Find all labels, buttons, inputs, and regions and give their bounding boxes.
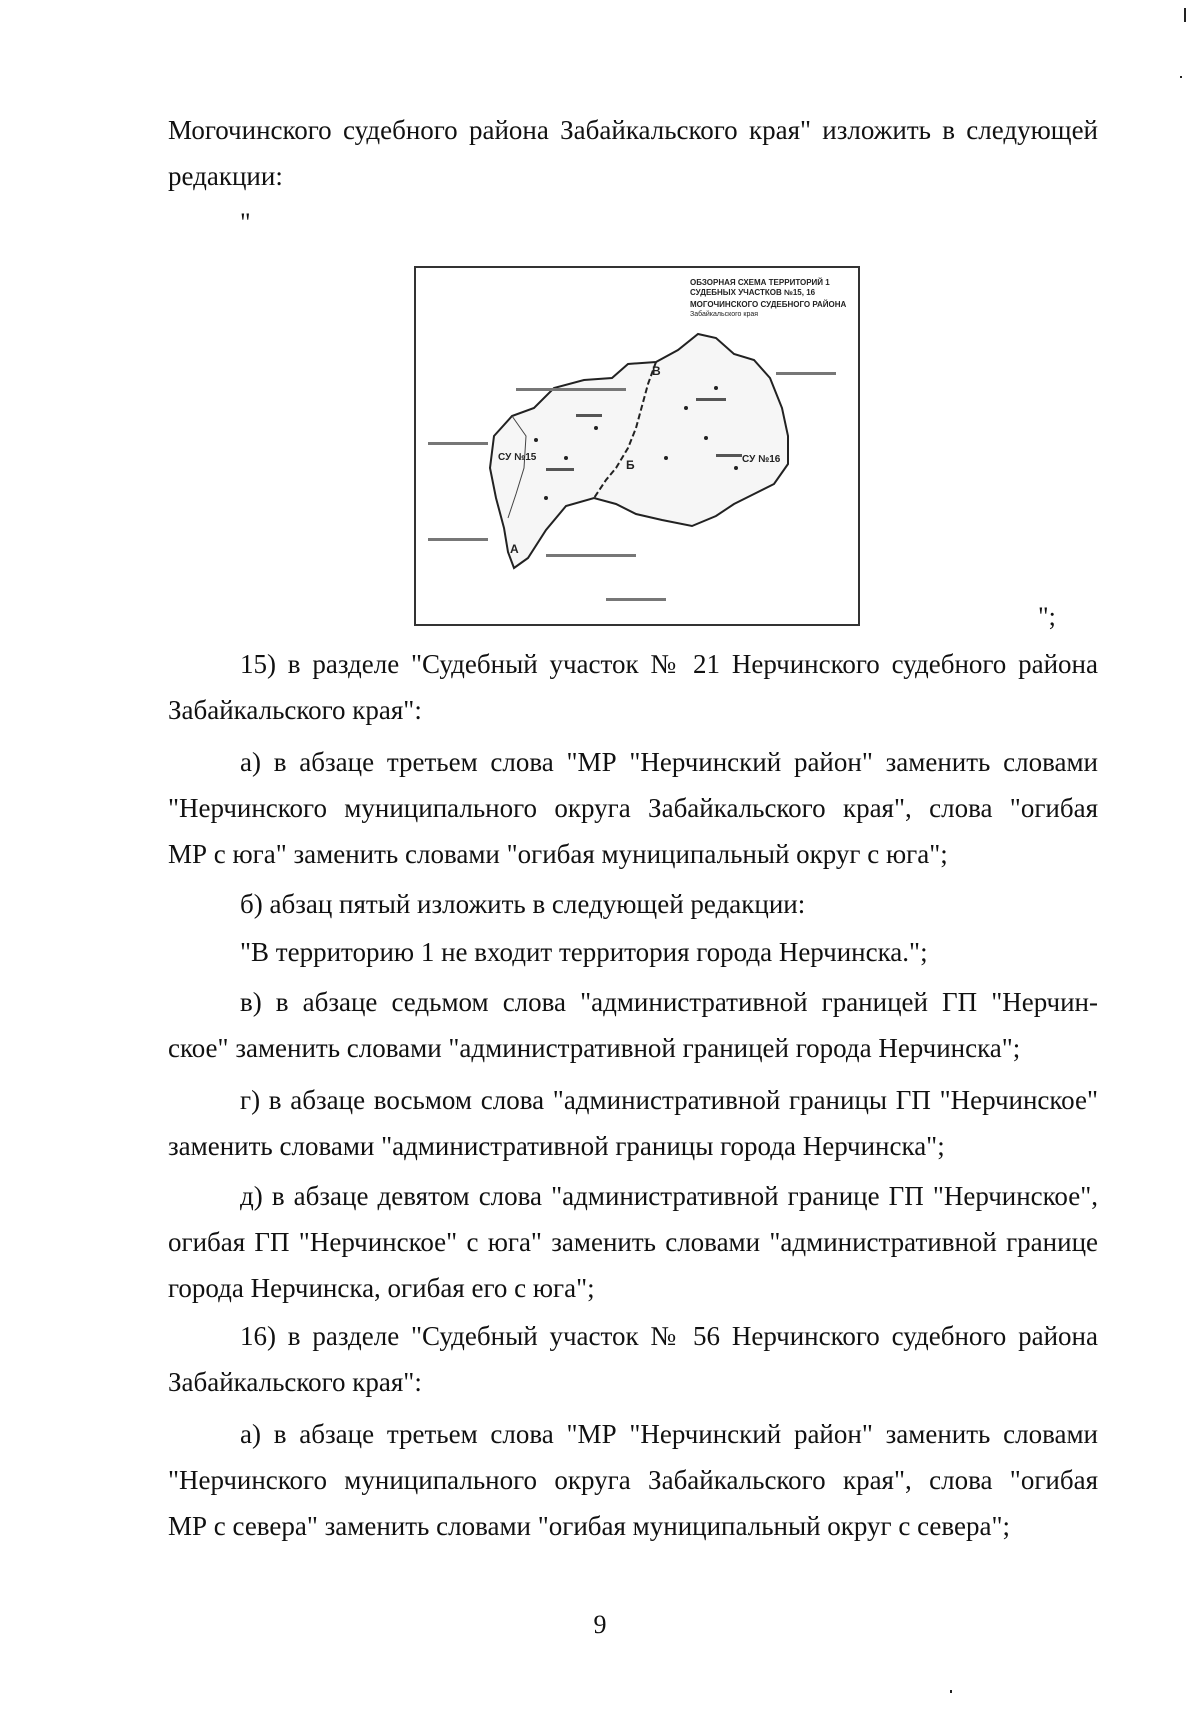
item16-a-line-1: а) в абзаце третьем слова "МР "Нерчинский район" заменить словами [240, 1419, 1098, 1449]
map-label-su15: СУ №15 [498, 452, 537, 463]
item16-a-line-2: "Нерчинского муниципального округа Забайкальского края", слова "огибая [168, 1465, 1098, 1495]
settlement-dot [534, 438, 538, 442]
label-mark [576, 414, 602, 417]
item15-v-line-2: ское" заменить словами "административной границей города Нерчинска"; [168, 1033, 1021, 1063]
district-outline [490, 334, 788, 568]
label-mark [716, 454, 742, 457]
label-mark [546, 554, 636, 557]
map-label-su16: СУ №16 [742, 454, 781, 465]
item16-a-line-3: МР с севера" заменить словами "огибая муниципальный округ с севера"; [168, 1511, 1010, 1541]
item15-g-line-1: г) в абзаце восьмом слова "административной границы ГП "Нерчинское" [240, 1085, 1098, 1115]
item15-g-line-2: заменить словами "административной границы города Нерчинска"; [168, 1131, 945, 1161]
map-title-3: МОГОЧИНСКОГО СУДЕБНОГО РАЙОНА [690, 300, 847, 309]
item15-d-line-3: города Нерчинска, огибая его с юга"; [168, 1273, 595, 1303]
label-mark [428, 538, 488, 541]
map-title-4: Забайкальского края [690, 311, 759, 318]
item15-v-line-1: в) в абзаце седьмом слова "административной границей ГП "Нерчин- [240, 987, 1098, 1017]
overview-map [414, 266, 860, 626]
scan-speck [1180, 76, 1182, 78]
scan-speck [1184, 8, 1186, 22]
item15-b-line-1: б) абзац пятый изложить в следующей редакции: [240, 889, 806, 919]
scan-speck [950, 1690, 952, 1693]
label-mark [696, 398, 726, 401]
map-point-a: А [510, 542, 519, 556]
item15-d-line-1: д) в абзаце девятом слова "административной границе ГП "Нерчинское", [240, 1181, 1098, 1211]
page-number: 9 [593, 1610, 607, 1639]
item15-d-line-2: огибая ГП "Нерчинское" с юга" заменить словами "административной границе [168, 1227, 1098, 1257]
settlement-dot [544, 496, 548, 500]
label-mark [776, 372, 836, 375]
item15-b-line-2: "В территорию 1 не входит территория города Нерчинска."; [240, 937, 928, 967]
map-title-2: СУДЕБНЫХ УЧАСТКОВ №15, 16 [690, 288, 816, 297]
map-point-v: В [652, 364, 661, 378]
settlement-dot [714, 386, 718, 390]
settlement-dot [664, 456, 668, 460]
settlement-dot [684, 406, 688, 410]
item15-line-1: 15) в разделе "Судебный участок № 21 Нерчинского судебного района [240, 649, 1098, 679]
item15-a-line-3: МР с юга" заменить словами "огибая муниципальный округ с юга"; [168, 839, 948, 869]
settlement-dot [734, 466, 738, 470]
closing-quote: "; [1038, 602, 1056, 631]
opening-quote: " [240, 208, 251, 237]
map-title-1: ОБЗОРНАЯ СХЕМА ТЕРРИТОРИЙ 1 [690, 278, 830, 287]
label-mark [516, 388, 626, 391]
map-point-b: Б [626, 458, 635, 472]
item15-a-line-1: а) в абзаце третьем слова "МР "Нерчинский район" заменить словами [240, 747, 1098, 777]
item15-line-2: Забайкальского края": [168, 695, 422, 725]
label-mark [428, 442, 488, 445]
item15-a-line-2: "Нерчинского муниципального округа Забайкальского края", слова "огибая [168, 793, 1098, 823]
item16-line-1: 16) в разделе "Судебный участок № 56 Нерчинского судебного района [240, 1321, 1098, 1351]
settlement-dot [594, 426, 598, 430]
intro-line-1: Могочинского судебного района Забайкальского края" изложить в следующей [168, 115, 1098, 145]
label-mark [606, 598, 666, 601]
intro-line-2: редакции: [168, 161, 283, 191]
item16-line-2: Забайкальского края": [168, 1367, 422, 1397]
label-mark [546, 468, 574, 471]
settlement-dot [564, 456, 568, 460]
settlement-dot [704, 436, 708, 440]
map-drawing [416, 268, 858, 624]
